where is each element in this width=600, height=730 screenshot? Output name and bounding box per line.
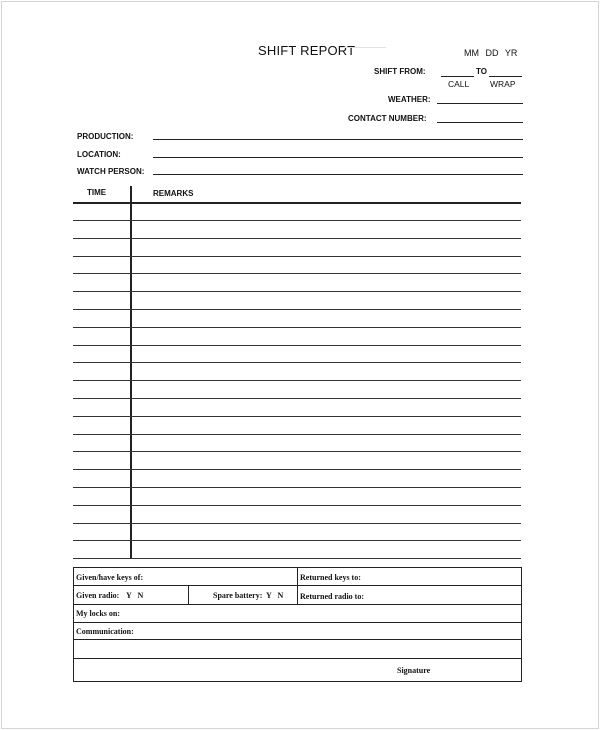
time-column-divider <box>130 186 132 558</box>
contact-number-label: CONTACT NUMBER: <box>348 114 427 123</box>
watch-person-label: WATCH PERSON: <box>77 167 145 176</box>
remarks-row-line[interactable] <box>73 220 521 221</box>
production-label: PRODUCTION: <box>77 132 134 141</box>
remarks-row-line[interactable] <box>73 256 521 257</box>
remarks-row-line[interactable] <box>73 309 521 310</box>
given-keys-label: Given/have keys of: <box>76 573 144 582</box>
keys-radio-box <box>73 567 522 682</box>
box-rule-5 <box>74 658 521 659</box>
remarks-row-line[interactable] <box>73 273 521 274</box>
remarks-row-line[interactable] <box>73 416 521 417</box>
communication-label: Communication: <box>76 627 134 636</box>
remarks-row-line[interactable] <box>73 558 521 559</box>
remarks-header: REMARKS <box>153 189 194 198</box>
returned-keys-label: Returned keys to: <box>300 573 361 582</box>
title-faint-rule <box>340 47 386 48</box>
remarks-row-line[interactable] <box>73 291 521 292</box>
remarks-row-line[interactable] <box>73 434 521 435</box>
remarks-row-line[interactable] <box>73 523 521 524</box>
remarks-header-rule <box>73 202 521 204</box>
wrap-label: WRAP <box>490 79 516 89</box>
shift-from-call-field[interactable] <box>441 76 474 77</box>
remarks-row-line[interactable] <box>73 469 521 470</box>
page-title: SHIFT REPORT <box>258 43 356 58</box>
returned-radio-label: Returned radio to: <box>300 592 364 601</box>
contact-number-field[interactable] <box>437 122 523 123</box>
location-label: LOCATION: <box>77 150 121 159</box>
box-center-divider <box>297 568 298 604</box>
remarks-row-line[interactable] <box>73 540 521 541</box>
production-field[interactable] <box>153 139 523 140</box>
location-field[interactable] <box>153 157 523 158</box>
signature-label: Signature <box>397 666 431 675</box>
spare-battery-yn[interactable]: Y N <box>266 591 284 600</box>
box-rule-4 <box>74 639 521 640</box>
box-rule-2 <box>74 604 521 605</box>
date-labels: MM DD YR <box>464 48 518 58</box>
weather-label: WEATHER: <box>388 95 431 104</box>
weather-field[interactable] <box>437 103 523 104</box>
remarks-row-line[interactable] <box>73 451 521 452</box>
remarks-row-line[interactable] <box>73 238 521 239</box>
call-label: CALL <box>448 79 470 89</box>
spare-battery-label: Spare battery: <box>213 591 263 600</box>
watch-person-field[interactable] <box>153 174 523 175</box>
box-radio-divider <box>188 585 189 604</box>
shift-to-wrap-field[interactable] <box>489 76 522 77</box>
remarks-row-line[interactable] <box>73 487 521 488</box>
remarks-row-line[interactable] <box>73 380 521 381</box>
to-label: TO <box>476 67 487 76</box>
shift-from-label: SHIFT FROM: <box>374 67 426 76</box>
given-radio-label: Given radio: <box>76 591 120 600</box>
my-locks-label: My locks on: <box>76 609 120 618</box>
remarks-row-line[interactable] <box>73 362 521 363</box>
time-header: TIME <box>87 188 107 197</box>
box-rule-3 <box>74 622 521 623</box>
remarks-row-line[interactable] <box>73 505 521 506</box>
given-radio-yn[interactable]: Y N <box>126 591 144 600</box>
remarks-row-line[interactable] <box>73 345 521 346</box>
remarks-row-line[interactable] <box>73 398 521 399</box>
remarks-row-line[interactable] <box>73 327 521 328</box>
